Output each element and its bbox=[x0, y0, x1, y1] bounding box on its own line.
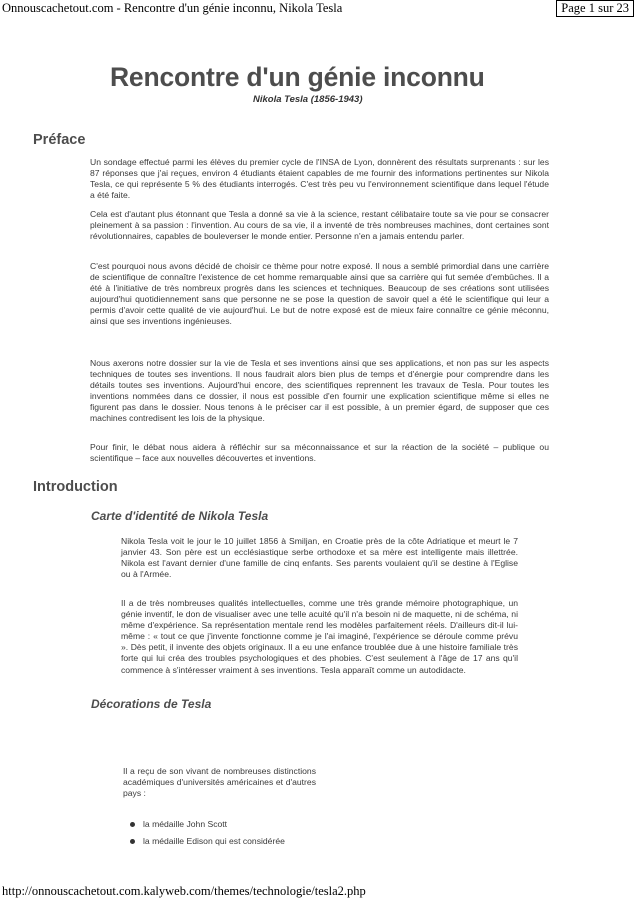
introduction-heading: Introduction bbox=[33, 479, 118, 495]
list-item bbox=[126, 819, 285, 836]
decorations-list bbox=[126, 819, 285, 853]
preface-heading: Préface bbox=[33, 132, 86, 148]
decorations-heading: Décorations de Tesla bbox=[91, 697, 212, 711]
bullet-icon bbox=[130, 839, 135, 844]
carte-paragraph-1: Nikola Tesla voit le jour le 10 juillet 1856 à Smiljan, en Croatie près de la côte Adriatique et meurt le 7 janvier 43. Son père est un ecclésiastique serbe orthodoxe et sa mère est intelligente mais illettrée. Nikola est l'avant dernier d'une famille de cinq enfants. Ses parents voulaient qu'il se destine à l'Eglise ou à l'Armée. bbox=[121, 536, 518, 580]
preface-paragraph-5: Pour finir, le débat nous aidera à réfléchir sur sa méconnaissance et sur la réaction de la société – publique ou scientifique – face aux nouvelles découvertes et inventions. bbox=[90, 442, 549, 464]
print-header bbox=[0, 0, 638, 20]
bullet-icon bbox=[130, 822, 135, 827]
document-title: Rencontre d'un génie inconnu bbox=[110, 62, 485, 92]
header-title: Onnouscachetout.com - Rencontre d'un génie inconnu, Nikola Tesla bbox=[2, 1, 343, 15]
list-item-label: la médaille Edison qui est considérée bbox=[143, 836, 285, 846]
document-subtitle: Nikola Tesla (1856-1943) bbox=[253, 94, 363, 105]
carte-paragraph-2: Il a de très nombreuses qualités intellectuelles, comme une très grande mémoire photographique, un génie inventif, le don de visualiser avec une telle acuité qu'il n'a besoin ni de maquette, ni de schéma, ni même d'expérience. Sa représentation mentale rend les modèles parfaitement réels. D'ailleurs dit-il lui-même : « tout ce que j'invente fonctionne comme je l'ai imaginé, l'expérience se déroule comme prévu ». Dès petit, il invente des objets originaux. Il a eu une enfance troublée due à une histoire familiale très forte qui lui créa des troubles psychologiques et des phobies. C'est seulement à l'âge de 17 ans qu'il commence à s'intéresser vraiment à ses inventions. Tesla apparaît comme un autodidacte. bbox=[121, 598, 518, 675]
page-indicator: Page 1 sur 23 bbox=[556, 0, 634, 17]
preface-paragraph-3: C'est pourquoi nous avons décidé de choisir ce thème pour notre exposé. Il nous a semblé primordial dans une carrière de scientifique de connaître l'existence de cet homme remarquable ainsi que sa carrière qui fut semée d'embûches. Il a été à l'initiative de très nombreux progrès dans les sciences et techniques. Beaucoup de ses créations sont utilisées aujourd'hui quotidiennement sans que personne ne se pose la question de savoir quel a été le scientifique qui leur a permis d'avoir cette qualité de vie aujourd'hui. Le but de notre exposé est de mieux faire connaître ce génie méconnu, ainsi que ses inventions ingénieuses. bbox=[90, 261, 549, 327]
carte-identite-heading: Carte d'identité de Nikola Tesla bbox=[91, 509, 269, 523]
preface-paragraph-2: Cela est d'autant plus étonnant que Tesla a donné sa vie à la science, restant célibataire toute sa vie pour se consacrer pleinement à sa passion : l'invention. Au cours de sa vie, il a inventé de très nombreuses machines, dont certaines sont révolutionnaires, capables de bouleverser le monde entier. Personne n'en a jamais entendu parler. bbox=[90, 209, 549, 242]
footer-url: http://onnouscachetout.com.kalyweb.com/themes/technologie/tesla2.php bbox=[2, 884, 366, 898]
list-item bbox=[126, 836, 285, 853]
decorations-intro: Il a reçu de son vivant de nombreuses distinctions académiques d'universités américaines et d'autres pays : bbox=[123, 766, 316, 799]
preface-paragraph-1: Un sondage effectué parmi les élèves du premier cycle de l'INSA de Lyon, donnèrent des résultats surprenants : sur les 87 réponses que j'ai reçues, environ 4 étudiants étaient capables de me fournir des informations pertinentes sur Nikola Tesla, ce qui représente 5 % des étudiants interrogés. C'est très peu vu l'environnement scientifique dans lequel l'étude a été faite. bbox=[90, 157, 549, 201]
list-item-label: la médaille John Scott bbox=[143, 819, 228, 829]
preface-paragraph-4: Nous axerons notre dossier sur la vie de Tesla et ses inventions ainsi que ses applications, et non pas sur les aspects techniques de toutes ses inventions. Il nous faudrait alors bien plus de temps et d'énergie pour comprendre dans les détails toutes ses inventions. Aujourd'hui encore, des scientifiques reprennent les travaux de Tesla. Pour toutes les inventions nommées dans ce dossier, il nous est possible d'en fournir une explication scientifique même si elles ne figurent pas dans le dossier. Nous tenons à le préciser car il est possible, à un premier égard, de supposer que ces machines contredisent les lois de la physique. bbox=[90, 358, 549, 424]
